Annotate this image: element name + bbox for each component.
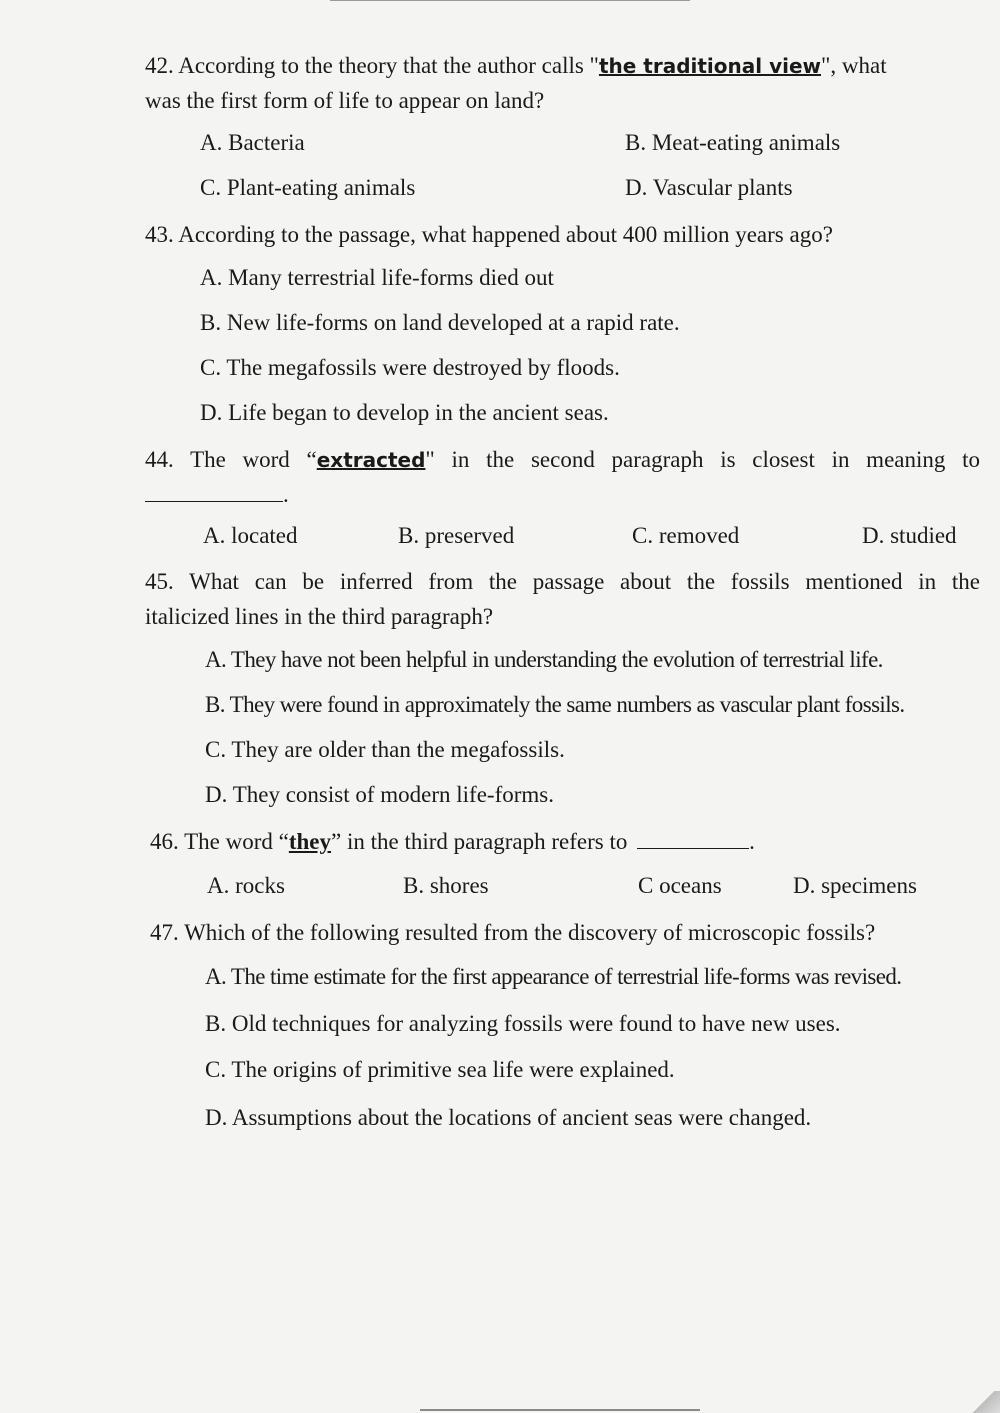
question-stem-start: The word “ [190, 447, 317, 472]
answer-blank [637, 826, 749, 849]
option-c[interactable]: C. The origins of primitive sea life were explained. [205, 1057, 675, 1082]
question-stem-start: According to the theory that the author calls " [178, 53, 599, 78]
option-b[interactable]: B. New life-forms on land developed at a rapid rate. [200, 310, 680, 335]
option-d[interactable]: D. They consist of modern life-forms. [205, 782, 554, 807]
question-42-line2 [145, 83, 980, 118]
question-number: 47. [150, 920, 179, 945]
option-a[interactable]: A. Many terrestrial life-forms died out [200, 265, 554, 290]
option-a[interactable]: A. located [203, 523, 298, 548]
question-45-line2 [145, 599, 980, 634]
option-c[interactable]: C. removed [632, 523, 740, 548]
question-44-blank-line [145, 477, 980, 512]
option-b[interactable]: B. shores [403, 873, 489, 898]
folded-corner [960, 1391, 1000, 1413]
option-d[interactable]: D. Assumptions about the locations of ancient seas were changed. [205, 1105, 812, 1130]
option-d[interactable]: D. studied [862, 523, 957, 548]
option-a[interactable]: A. rocks [207, 873, 285, 898]
scan-edge-bottom [420, 1409, 700, 1411]
question-number: 46. [150, 829, 179, 854]
blank-period: . [749, 829, 755, 854]
question-42 [145, 48, 980, 84]
question-stem-continued: was the first form of life to appear on land? [145, 88, 545, 113]
scan-edge-top [330, 0, 690, 1]
option-b[interactable]: B. Meat-eating animals [625, 130, 841, 155]
question-stem-start: The word “ [184, 829, 289, 854]
keyword: the traditional view [598, 54, 822, 78]
option-a[interactable]: A. They have not been helpful in understanding the evolution of terrestrial life. [205, 647, 883, 672]
question-stem: What can be inferred from the passage about the fossils mentioned in the [189, 569, 980, 594]
option-d[interactable]: D. specimens [793, 873, 917, 898]
answer-blank [145, 479, 283, 502]
question-number: 42. [145, 53, 174, 78]
option-d[interactable]: D. Vascular plants [625, 175, 793, 200]
blank-period: . [283, 482, 289, 507]
option-c[interactable]: C. The megafossils were destroyed by floods. [200, 355, 620, 380]
question-stem-end: ", what [821, 53, 887, 78]
question-43 [145, 217, 980, 252]
option-b[interactable]: B. preserved [398, 523, 515, 548]
keyword: they [288, 829, 332, 854]
question-46 [150, 824, 985, 859]
question-47 [150, 915, 985, 950]
keyword: extracted [316, 448, 426, 472]
question-number: 44. [145, 447, 174, 472]
option-c[interactable]: C oceans [638, 873, 722, 898]
option-c[interactable]: C. They are older than the megafossils. [205, 737, 565, 762]
option-a[interactable]: A. Bacteria [200, 130, 305, 155]
question-45 [145, 564, 980, 599]
option-c[interactable]: C. Plant-eating animals [200, 175, 416, 200]
question-number: 45. [145, 569, 174, 594]
question-44 [145, 442, 980, 478]
option-b[interactable]: B. Old techniques for analyzing fossils were found to have new uses. [205, 1011, 841, 1036]
question-stem-continued: italicized lines in the third paragraph? [145, 604, 494, 629]
question-stem-end: ” in the third paragraph refers to [331, 829, 628, 854]
option-a[interactable]: A. The time estimate for the first appearance of terrestrial life-forms was revised. [205, 964, 902, 989]
option-b[interactable]: B. They were found in approximately the same numbers as vascular plant fossils. [205, 692, 905, 717]
question-stem: Which of the following resulted from the discovery of microscopic fossils? [184, 920, 876, 945]
question-stem: According to the passage, what happened about 400 million years ago? [178, 222, 833, 247]
question-stem-end: " in the second paragraph is closest in meaning to [425, 447, 980, 472]
question-number: 43. [145, 222, 174, 247]
option-d[interactable]: D. Life began to develop in the ancient seas. [200, 400, 609, 425]
